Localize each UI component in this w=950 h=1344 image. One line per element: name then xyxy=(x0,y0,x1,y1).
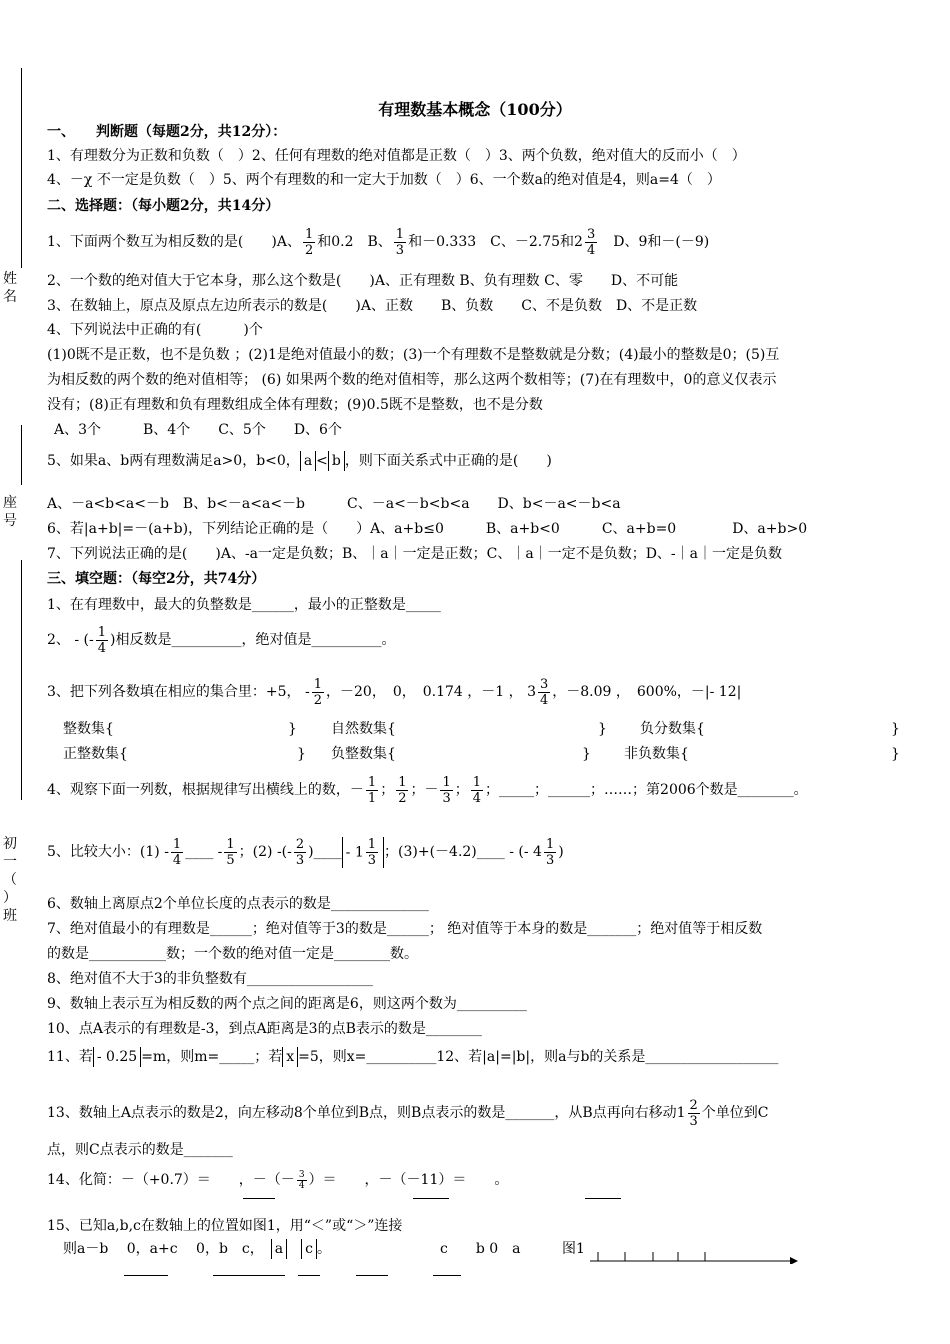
s1-line1: 1、有理数分为正数和负数（ ）2、任何有理数的绝对值都是正数（ ）3、两个负数，绝对值大的反而小（ ） xyxy=(47,148,746,164)
s3-q13: 13、数轴上A点表示的数是2，向左移动8个单位到B点，则B点表示的数是_______，从B点再向右移动1 $\frac{2}{3}$ 个单位到C xyxy=(47,1097,769,1129)
answer-blank[interactable] xyxy=(585,1198,621,1199)
number-line-labels: c b 0 a xyxy=(440,1241,521,1257)
section2-header: 二、选择题：（每小题2分，共14分） xyxy=(47,198,280,214)
class-label: 初一（ ）班 xyxy=(3,836,17,924)
s2-q6: 6、若|a+b|=－(a+b)，下列结论正确的是（ ）A、a+b≤0 B、a+b<0 C、a+b=0 D、a+b>0 xyxy=(47,521,808,537)
set-neg-integers-close: } xyxy=(582,746,591,762)
s3-q2: 2、 - (- $\frac{1}{4}$ )相反数是__________，绝对值是__________。 xyxy=(47,624,396,656)
s3-q6: 6、数轴上离原点2个单位长度的点表示的数是______________ xyxy=(47,896,429,912)
s1-line2: 4、－χ 不一定是负数（ ）5、两个有理数的和一定大于加数（ ）6、一个数a的绝对值是4，则a=4（ ） xyxy=(47,172,721,188)
set-integers: 整数集{ xyxy=(63,721,114,737)
s3-q14: 14、化简：－（+0.7）＝ ，－（－ $\frac{3}{4}$ ）＝ ，－（－11）＝ 。 xyxy=(47,1169,509,1191)
set-integers-close: } xyxy=(288,721,297,737)
s2-q5: 5、如果a、b两有理数满足a>0，b<0， a < b ，则下面关系式中正确的是( ) xyxy=(47,453,552,469)
set-non-negatives-close: } xyxy=(891,746,900,762)
answer-blank[interactable] xyxy=(298,1275,320,1276)
set-pos-integers-close: } xyxy=(297,746,306,762)
s2-q3: 3、在数轴上，原点及原点左边所表示的数是( )A、正数 B、负数 C、不是负数 D、不是正数 xyxy=(47,298,698,314)
answer-blank[interactable] xyxy=(243,1198,275,1199)
s3-q5: 5、比较大小：(1) - $\frac{1}{4}$ ____ - $\frac{1}{5}$ ；(2) -(- $\frac{2}{3}$ )____ - 1 $\frac{1}{3}$ ；(3)+(－4.2)____ - (- 4 $\frac{1}{3}$ ) xyxy=(47,836,564,868)
set-neg-fractions-close: } xyxy=(891,721,900,737)
s3-q13-line2: 点，则C点表示的数是_______ xyxy=(47,1142,233,1158)
answer-blank[interactable] xyxy=(433,1275,461,1276)
s2-q7: 7、下列说法正确的是( )A、-a一定是负数；B、｜a｜一定是正数；C、｜a｜一定不是负数；D、-｜a｜一定是负数 xyxy=(47,546,783,562)
set-naturals-close: } xyxy=(598,721,607,737)
s2-q2: 2、一个数的绝对值大于它本身，那么这个数是( )A、正有理数 B、负有理数 C、零 D、不可能 xyxy=(47,273,679,289)
name-label: 姓名 xyxy=(3,271,17,305)
fraction: $\frac{1}{2}$ xyxy=(304,226,314,258)
s3-q9: 9、数轴上表示互为相反数的两个点之间的距离是6，则这两个数为__________ xyxy=(47,996,527,1012)
set-pos-integers: 正整数集{ xyxy=(63,746,128,762)
answer-blank[interactable] xyxy=(124,1275,168,1276)
figure-label: 图1 xyxy=(562,1241,585,1257)
page-title: 有理数基本概念（100分） xyxy=(378,100,572,119)
number-line-figure xyxy=(560,1250,800,1264)
set-non-negatives: 非负数集{ xyxy=(624,746,689,762)
s3-q11-12: 11、若 - 0.25 =m，则m=_____；若 x =5，则x=__________12、若|a|=|b|，则a与b的关系是___________________ xyxy=(47,1049,779,1065)
s2-q4-options: A、3个 B、4个 C、5个 D、6个 xyxy=(54,422,342,438)
s3-q7-line2: 的数是___________数；一个数的绝对值一定是________数。 xyxy=(47,946,418,962)
s3-q1: 1、在有理数中，最大的负整数是______，最小的正整数是_____ xyxy=(47,597,441,613)
section3-header: 三、填空题：（每空2分，共74分） xyxy=(47,571,266,587)
s2-q4-line2: 为相反数的两个数的绝对值相等； (6) 如果两个数的绝对值相等，那么这两个数相等；(7)在有理数中，0的意义仅表示 xyxy=(47,372,777,388)
s2-q4-line3: 没有；(8)正有理数和负有理数组成全体有理数；(9)0.5既不是整数，也不是分数 xyxy=(47,397,543,413)
s2-q5-options: A、－a<b<a<－b B、b<－a<a<－b C、－a<－b<b<a D、b<－a<－b<a xyxy=(47,496,621,512)
fraction: $\frac{1}{3}$ xyxy=(395,226,405,258)
answer-blank[interactable] xyxy=(413,1198,449,1199)
seat-label: 座号 xyxy=(3,495,17,529)
set-neg-fractions: 负分数集{ xyxy=(640,721,705,737)
s3-q8: 8、绝对值不大于3的非负整数有__________________ xyxy=(47,971,373,987)
s3-q7-line1: 7、绝对值最小的有理数是______；绝对值等于3的数是______； 绝对值等于本身的数是_______；绝对值等于相反数 xyxy=(47,921,763,937)
s3-q4: 4、观察下面一列数，根据规律写出横线上的数，－ $\frac{1}{1}$ ； $\frac{1}{2}$ ；－ $\frac{1}{3}$ ； $\frac{1}{4}$ ；_____；______；……；第2006个数是________。 xyxy=(47,774,808,806)
s2-q4-line1: (1)0既不是正数，也不是负数 ；(2)1是绝对值最小的数；(3)一个有理数不是整数就是分数；(4)最小的整数是0；(5)互 xyxy=(47,347,780,363)
section1-header: 一、 判断题（每题2分，共12分）： xyxy=(47,124,287,140)
s3-q3: 3、把下列各数填在相应的集合里：+5， - $\frac{1}{2}$ ，－20， 0， 0.174 ，－1 ， 3 $\frac{3}{4}$ ，－8.09 ， 600%，－|- 12| xyxy=(47,676,742,708)
fraction: $\frac{3}{4}$ xyxy=(586,226,596,258)
answer-blank[interactable] xyxy=(356,1275,388,1276)
s3-q15: 15、已知a,b,c在数轴上的位置如图1，用“＜”或“＞”连接 xyxy=(47,1218,403,1234)
s2-q4: 4、下列说法中正确的有( )个 xyxy=(47,322,263,338)
s3-q15-line2: 则a－b 0，a+c 0，b c， a c 。 xyxy=(63,1241,331,1257)
s3-q10: 10、点A表示的有理数是-3，到点A距离是3的点B表示的数是________ xyxy=(47,1021,482,1037)
s2-q1: 1、下面两个数互为相反数的是( )A、 $\frac{1}{2}$ 和0.2 B、 $\frac{1}{3}$ 和－0.333 C、－2.75和2 $\frac{3}{4}$ D、9和－(－9) xyxy=(47,226,710,258)
set-naturals: 自然数集{ xyxy=(331,721,396,737)
binding-line-mid xyxy=(21,425,22,485)
binding-line-bottom xyxy=(21,560,22,800)
answer-blank[interactable] xyxy=(213,1275,285,1276)
set-neg-integers: 负整数集{ xyxy=(331,746,396,762)
